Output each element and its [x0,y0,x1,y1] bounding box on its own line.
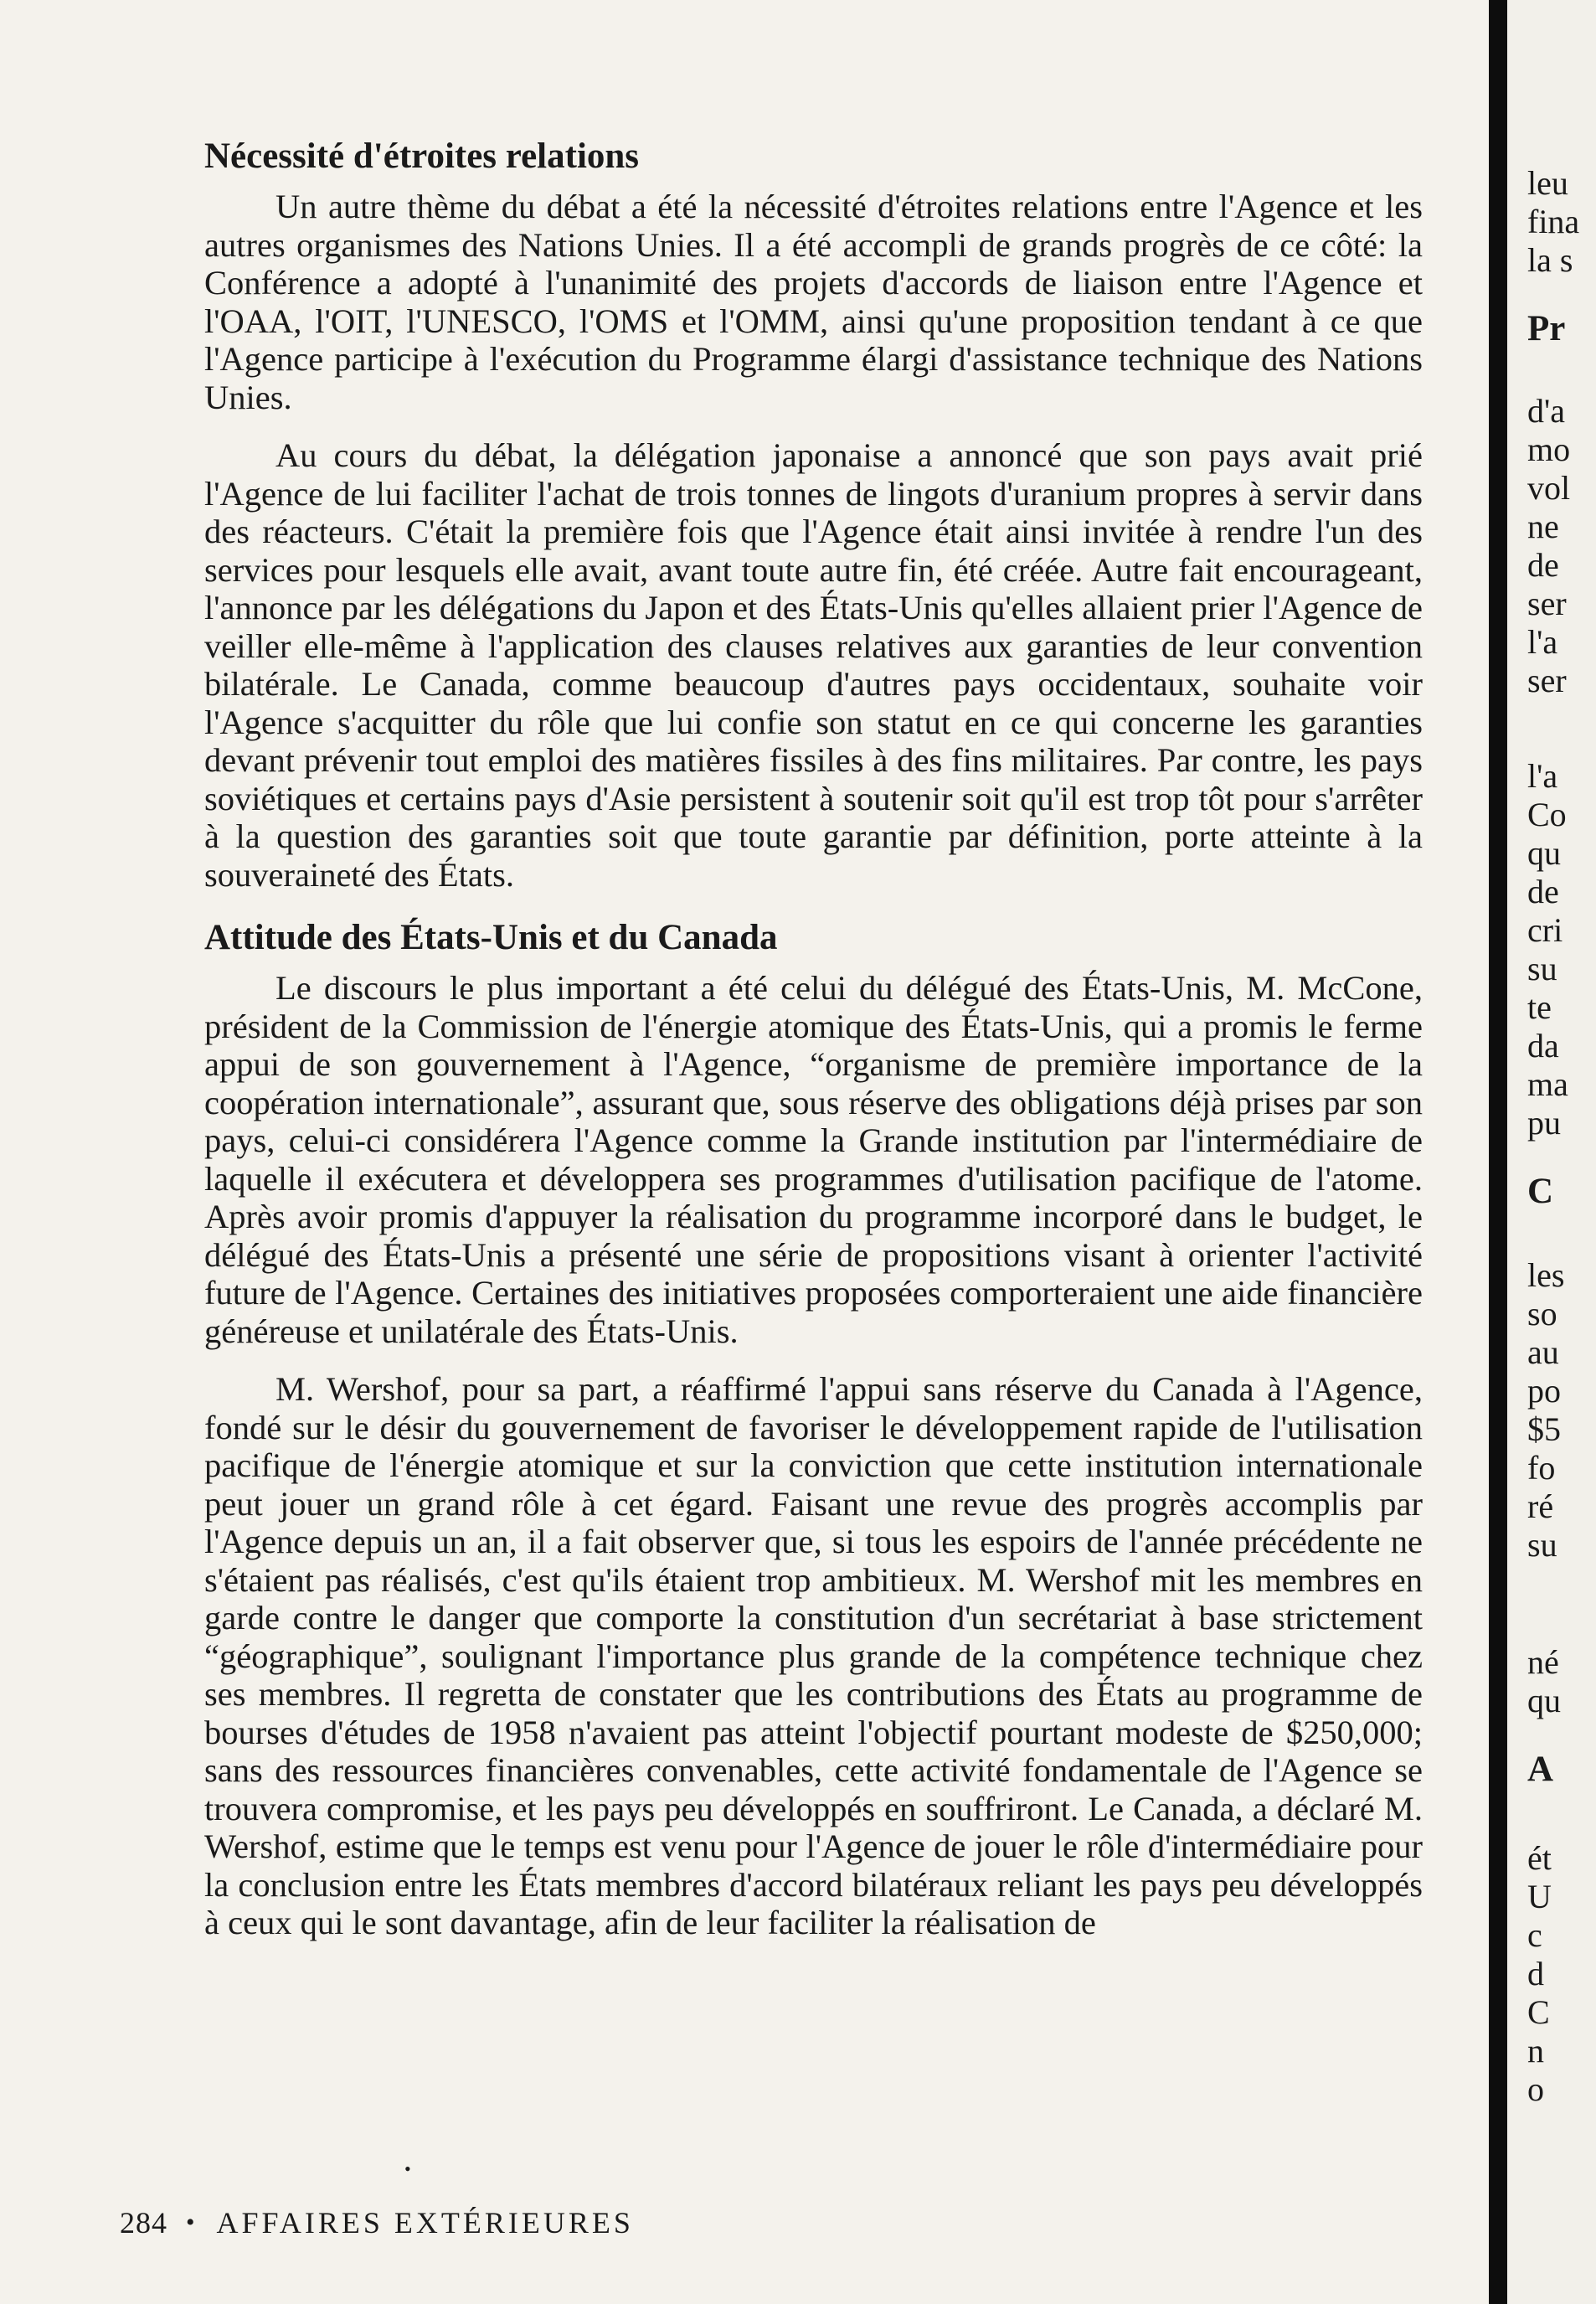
fragment: fo [1527,1449,1556,1487]
fragment: C [1527,1172,1554,1211]
fragment: fina [1527,203,1580,240]
fragment: cri [1527,911,1563,949]
fragment: Co [1527,796,1567,833]
section-heading-relations: Nécessité d'étroites relations [204,137,640,176]
fragment: de [1527,546,1559,584]
paragraph: Au cours du débat, la délégation japonaise a annoncé que son pays avait prié l'Agence de lui faciliter l'achat de trois tonnes de lingots d'uranium propres à servir dans des réacteurs. C'était la première fois que l'Agence était ainsi invitée à rendre l'un des services pour lesquels elle avait, avant toute autre fin, été créée. Autre fait encourageant, l'annonce par les délégations du Japon et des États-Unis qu'elles allaient prier l'Agence de veiller elle-même à l'application des clauses relatives aux garanties de leur convention bilatérale. Le Canada, comme beaucoup d'autres pays occidentaux, souhaite voir l'Agence s'acquitter du rôle que lui confie son statut en ce qui concerne les garanties devant prévenir tout emploi des matières fissiles à des fins militaires. Par contre, les pays soviétiques et certains pays d'Asie persistent à soutenir soit qu'il est trop tôt pour s'arrêter à la question des garanties soit que toute garantie par définition, porte atteinte à la souveraineté des États. [204,436,1423,894]
fragment: au [1527,1333,1559,1371]
stray-mark: • [404,2158,411,2179]
fragment: $5 [1527,1410,1561,1448]
section-heading-attitude: Attitude des États-Unis et du Canada [204,918,778,957]
fragment: da [1527,1027,1559,1064]
fragment: les [1527,1256,1565,1294]
fragment: ét [1527,1839,1552,1877]
fragment: ne [1527,508,1559,545]
fragment: la s [1527,241,1573,279]
fragment: Pr [1527,309,1566,348]
fragment: U [1527,1878,1552,1915]
fragment: c [1527,1916,1542,1954]
fragment: d'a [1527,392,1565,430]
fragment: ma [1527,1065,1568,1103]
fragment: l'a [1527,623,1558,661]
fragment: ser [1527,662,1567,699]
paragraph: Le discours le plus important a été celui du délégué des États-Unis, M. McCone, président de la Commission de l'énergie atomique des États-Unis, qui a promis le ferme appui de son gouvernement à l'Agence, “organisme de première importance de la coopération internationale”, assurant que, sous réserve des obligations déjà prises par son pays, celui-ci considérera l'Agence comme la Grande institution par l'intermédiaire de laquelle il exécutera et développera ses programmes d'utilisation pacifique de l'atome. Après avoir promis d'appuyer la réalisation du programme incorporé dans le budget, le délégué des États-Unis a présenté une série de propositions visant à orienter l'activité future de l'Agence. Certaines des initiatives proposées comporteraient une aide financière généreuse et unilatérale des États-Unis. [204,969,1423,1350]
fragment: de [1527,873,1559,910]
footer-separator: • [186,2209,198,2236]
paragraph: M. Wershof, pour sa part, a réaffirmé l'appui sans réserve du Canada à l'Agence, fondé sur le désir du gouvernement de favoriser le développement rapide de l'utilisation pacifique de l'énergie atomique et sur la conviction que cette institution internationale peut jouer un grand rôle à cet égard. Faisant une revue des progrès accomplis par l'Agence depuis un an, il a fait observer que, si tous les espoirs de l'année précédente ne s'étaient pas réalisés, c'est qu'ils étaient trop ambitieux. M. Wershof mit les membres en garde contre le danger que comporte la constitution d'un secrétariat à base strictement “géographique”, soulignant l'importance plus grande de la compétence technique chez ses membres. Il regretta de constater que les contributions des États au programme de bourses d'études de 1958 n'avaient pas atteint l'objectif pourtant modeste de $250,000; sans des ressources financières convenables, cette activité fondamentale de l'Agence se trouvera compromise, et les pays peu développés en souffriront. Le Canada, a déclaré M. Wershof, estime que le temps est venu pour l'Agence de jouer le rôle d'intermédiaire pour la conclusion entre les États membres d'accord bilatéraux reliant les pays peu développés à ceux qui le sont davantage, afin de leur faciliter la réalisation de [204,1370,1423,1941]
fragment: C [1527,1993,1550,2031]
fragment: ser [1527,585,1567,622]
fragment: leu [1527,164,1568,202]
page-number: 284 [120,2206,167,2240]
fragment: su [1527,1526,1557,1564]
fragment: pu [1527,1104,1561,1142]
fragment: su [1527,950,1557,987]
right-page-edge [1507,0,1596,2304]
fragment: né [1527,1643,1559,1681]
fragment: po [1527,1372,1561,1410]
running-title: AFFAIRES EXTÉRIEURES [216,2206,634,2240]
paragraph: Un autre thème du débat a été la nécessité d'étroites relations entre l'Agence et les autres organismes des Nations Unies. Il a été accompli de grands progrès de ce côté: la Conférence a adopté à l'unanimité des projets d'accords de liaison entre l'Agence et l'OAA, l'OIT, l'UNESCO, l'OMS et l'OMM, ainsi qu'une proposition tendant à ce que l'Agence participe à l'exécution du Programme élargi d'assistance technique des Nations Unies. [204,188,1423,416]
fragment: mo [1527,430,1571,468]
fragment: so [1527,1295,1557,1332]
fragment: te [1527,988,1552,1026]
book-gutter [1489,0,1507,2304]
text-column [204,132,1423,1962]
fragment: n [1527,2032,1544,2069]
fragment: l'a [1527,757,1558,795]
fragment: d [1527,1955,1544,1992]
fragment: ré [1527,1487,1554,1525]
fragment: A [1527,1750,1554,1789]
fragment: o [1527,2070,1544,2108]
page-footer [120,2205,634,2240]
fragment: qu [1527,1682,1561,1719]
fragment: vol [1527,469,1571,507]
fragment: qu [1527,834,1561,872]
